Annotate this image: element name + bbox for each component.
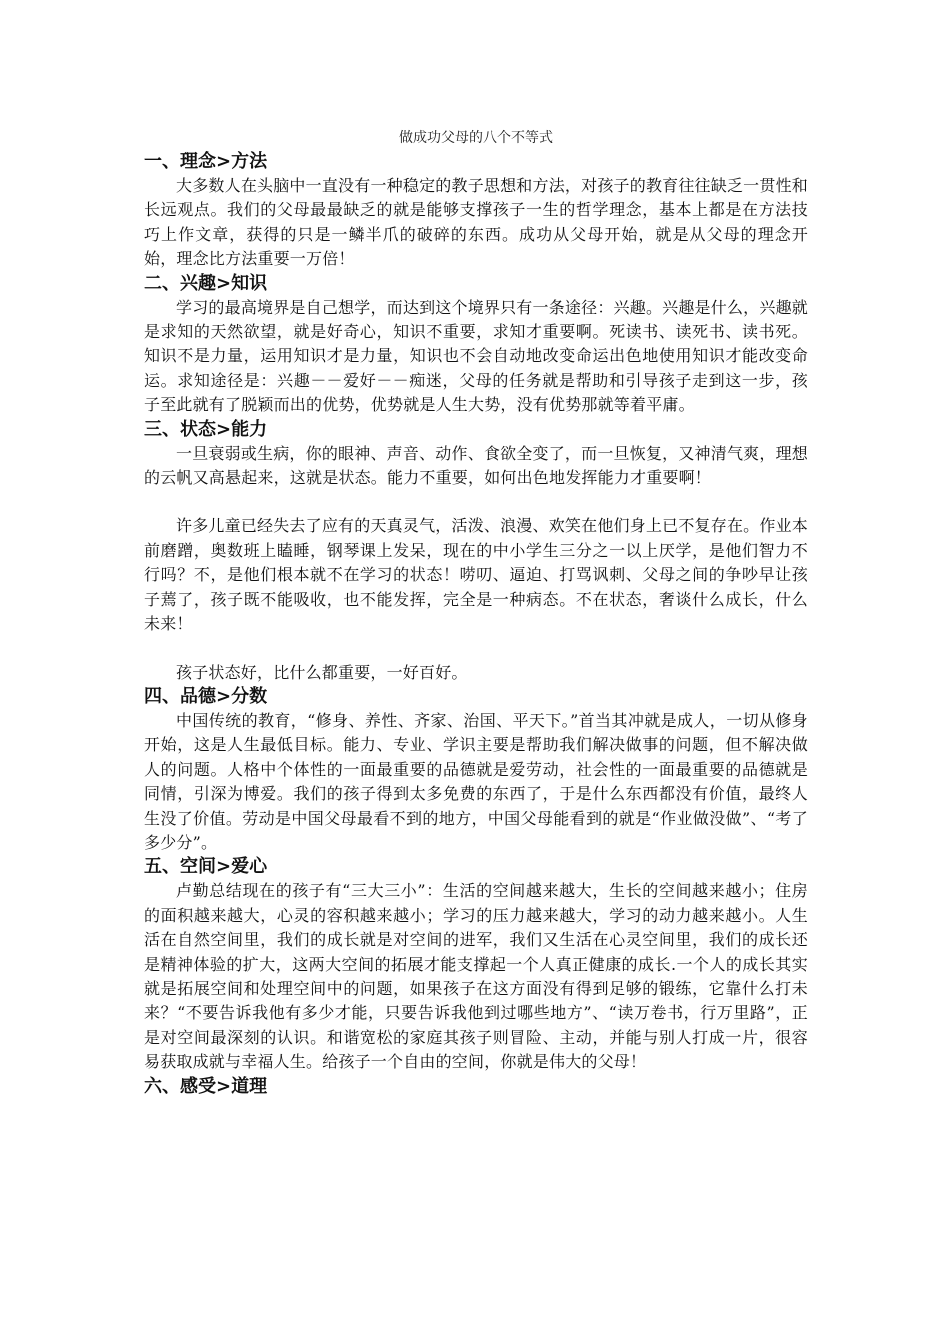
section-3-paragraph-2: 许多儿童已经失去了应有的天真灵气，活泼、浪漫、欢笑在他们身上已不复存在。作业本前磨蹭，奥数班上瞌睡，钢琴课上发呆，现在的中小学生三分之一以上厌学，是他们智力不行吗？不，是他们根本就不在学习的状态！唠叨、逼迫、打骂讽刺、父母之间的争吵早让孩子蔫了，孩子既不能吸收，也不能发挥，完全是一种病态。不在状态，奢谈什么成长，什么未来！ bbox=[144, 516, 808, 634]
section-heading-2: 二、兴趣>知识 bbox=[144, 272, 268, 294]
section-4-paragraph: 中国传统的教育，“修身、养性、齐家、治国、平天下。”首当其冲就是成人，一切从修身开始，这是人生最低目标。能力、专业、学识主要是帮助我们解决做事的问题，但不解决做人的问题。人格中个体性的一面最重要的品德就是爱劳动，社会性的一面最重要的品德就是同情，引深为博爱。我们的孩子得到太多免费的东西了，于是什么东西都没有价值，最终人生没了价值。劳动是中国父母最看不到的地方，中国父母能看到的就是“作业做没做”、“考了多少分”。 bbox=[144, 710, 808, 852]
section-heading-5: 五、空间>爱心 bbox=[144, 856, 268, 878]
blank-line bbox=[144, 490, 808, 514]
document-body bbox=[144, 150, 808, 1099]
section-5-paragraph: 卢勤总结现在的孩子有“三大三小”：生活的空间越来越大，生长的空间越来越小；住房的面积越来越大，心灵的容积越来越小；学习的压力越来越大，学习的动力越来越小。人生活在自然空间里，我们的成长就是对空间的进军，我们又生活在心灵空间里，我们的成长还是精神体验的扩大，这两大空间的拓展才能支撑起一个人真正健康的成长.一个人的成长其实就是拓展空间和处理空间中的问题，如果孩子在这方面没有得到足够的锻练，它靠什么打未来？“不要告诉我他有多少才能，只要告诉我他到过哪些地方”、“读万卷书，行万里路”，正是对空间最深刻的认识。和谐宽松的家庭其孩子则冒险、主动，并能与别人打成一片，很容易获取成就与幸福人生。给孩子一个自由的空间，你就是伟大的父母！ bbox=[144, 881, 808, 1072]
section-heading-3: 三、状态>能力 bbox=[144, 418, 268, 440]
section-3-paragraph-1: 一旦衰弱或生病，你的眼神、声音、动作、食欲全变了，而一旦恢复，又神清气爽，理想的云帆又高悬起来，这就是状态。能力不重要，如何出色地发挥能力才重要啊！ bbox=[144, 443, 808, 488]
section-heading-4: 四、品德>分数 bbox=[144, 685, 268, 707]
section-1-paragraph: 大多数人在头脑中一直没有一种稳定的教子思想和方法，对孩子的教育往往缺乏一贯性和长远观点。我们的父母最最缺乏的就是能够支撑孩子一生的哲学理念，基本上都是在方法技巧上作文章，获得的只是一鳞半爪的破碎的东西。成功从父母开始，就是从父母的理念开始，理念比方法重要一万倍！ bbox=[144, 176, 808, 269]
document-title: 做成功父母的八个不等式 bbox=[399, 130, 553, 146]
section-heading-6: 六、感受>道理 bbox=[144, 1075, 268, 1097]
blank-line bbox=[144, 637, 808, 661]
section-heading-1: 一、理念>方法 bbox=[144, 151, 268, 172]
section-2-paragraph: 学习的最高境界是自己想学，而达到这个境界只有一条途径：兴趣。兴趣是什么，兴趣就是求知的天然欲望，就是好奇心，知识不重要，求知才重要啊。死读书、读死书、读书死。知识不是力量，运用知识才是力量，知识也不会自动地改变命运出色地使用知识才能改变命运。求知途径是：兴趣－－爱好－－痴迷，父母的任务就是帮助和引导孩子走到这一步，孩子至此就有了脱颖而出的优势，优势就是人生大势，没有优势那就等着平庸。 bbox=[144, 297, 808, 415]
section-3-paragraph-3: 孩子状态好，比什么都重要，一好百好。 bbox=[176, 662, 468, 682]
